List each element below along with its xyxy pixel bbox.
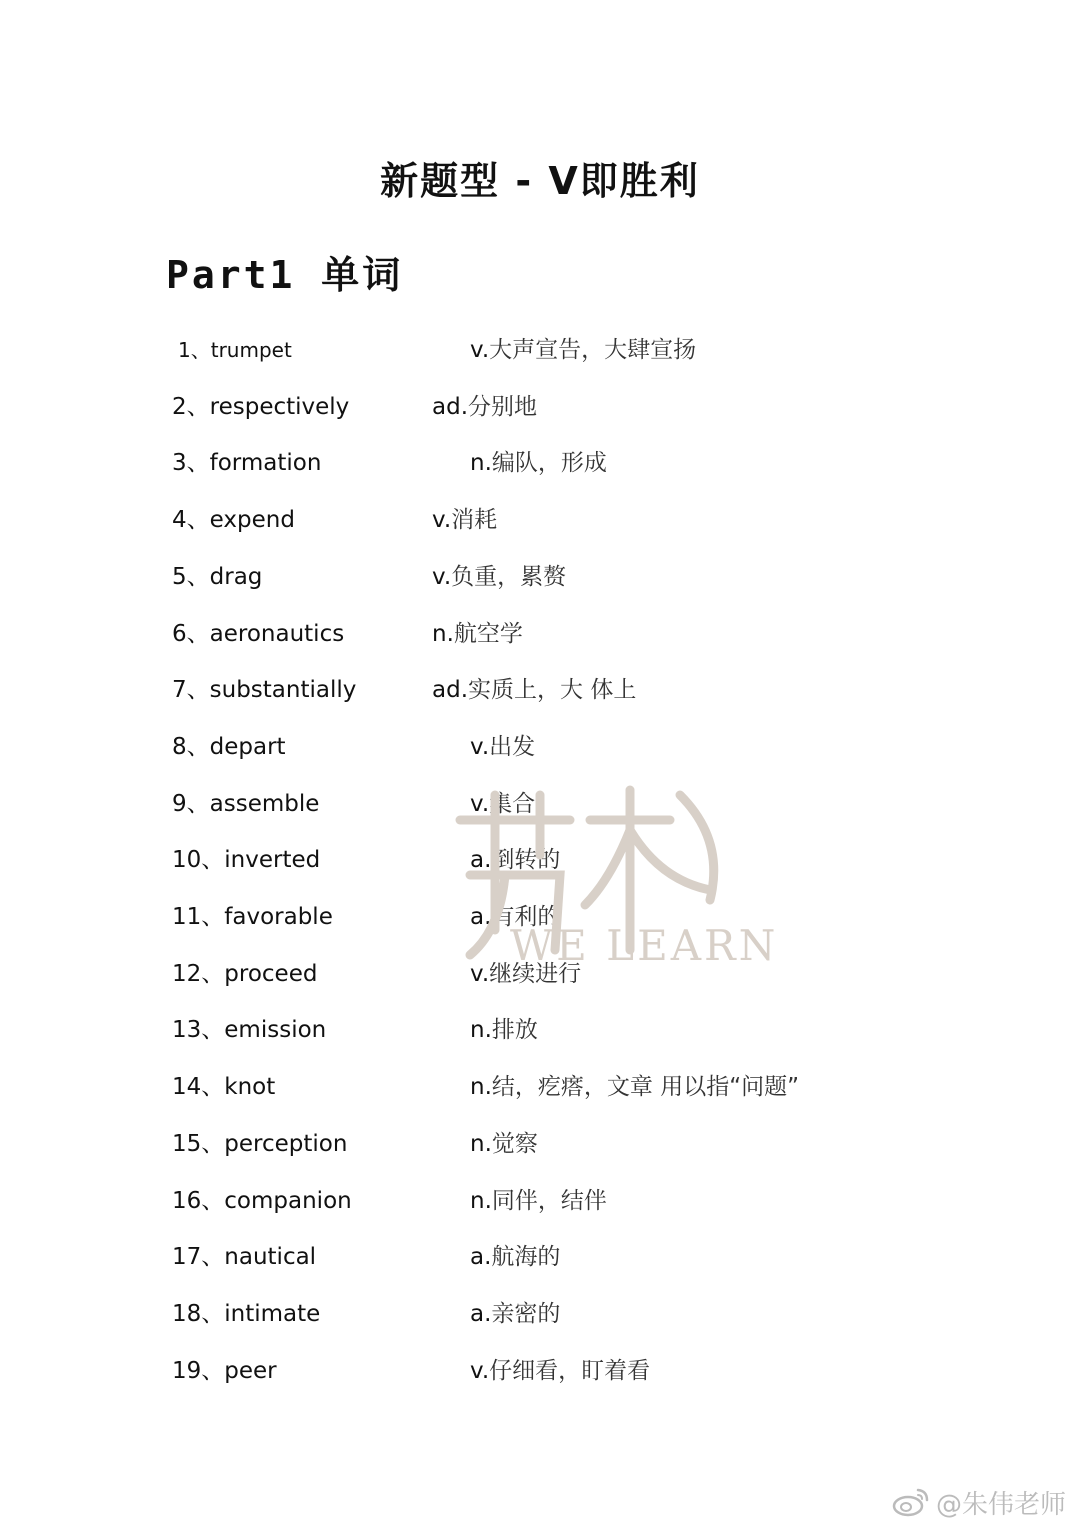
vocab-word <box>172 1237 316 1277</box>
chinese-meaning: 大声宣告，大肆宣扬 <box>489 337 697 363</box>
vocab-term: nautical <box>224 1244 317 1271</box>
vocab-term: depart <box>209 733 286 760</box>
part-of-speech: v. <box>470 790 490 817</box>
vocab-number: 15、 <box>172 1130 225 1157</box>
vocab-term: peer <box>224 1357 277 1384</box>
vocab-number: 12、 <box>172 960 225 987</box>
vocab-definition <box>432 670 636 710</box>
part-of-speech: v. <box>470 960 490 987</box>
part-of-speech: v. <box>432 507 452 534</box>
vocab-term: expend <box>209 507 295 534</box>
part-of-speech: n. <box>470 1187 492 1214</box>
vocab-term: intimate <box>224 1300 321 1327</box>
part-of-speech: v. <box>470 337 490 363</box>
chinese-meaning: 觉察 <box>491 1130 538 1157</box>
vocab-definition <box>470 1010 538 1050</box>
vocab-definition <box>470 784 535 824</box>
vocab-word <box>172 954 317 994</box>
vocab-term: drag <box>209 563 263 590</box>
chinese-meaning: 结，疙瘩，文章 用以指“问题” <box>491 1074 800 1101</box>
part-of-speech: ad. <box>432 393 469 420</box>
vocab-definition <box>470 1237 560 1277</box>
vocab-row <box>0 670 1080 710</box>
vocab-word <box>178 330 292 370</box>
chinese-meaning: 亲密的 <box>491 1300 561 1327</box>
part-of-speech: n. <box>432 620 454 647</box>
vocab-row <box>0 1067 1080 1107</box>
vocab-number: 14、 <box>172 1074 225 1101</box>
vocab-word <box>172 784 319 824</box>
chinese-meaning: 编队，形成 <box>491 450 607 477</box>
vocab-word <box>172 897 333 937</box>
vocab-number: 16、 <box>172 1187 225 1214</box>
vocab-word <box>172 557 262 597</box>
chinese-meaning: 集合 <box>489 790 536 817</box>
vocab-number: 18、 <box>172 1300 225 1327</box>
part-of-speech: v. <box>432 563 452 590</box>
vocab-row <box>0 784 1080 824</box>
part-of-speech: n. <box>470 1130 492 1157</box>
vocab-word <box>172 1067 275 1107</box>
chinese-meaning: 消耗 <box>451 507 498 534</box>
vocab-definition <box>470 1351 650 1391</box>
vocab-definition <box>432 500 497 540</box>
part-of-speech: n. <box>470 1074 492 1101</box>
vocab-row <box>0 1010 1080 1050</box>
chinese-meaning: 航海的 <box>491 1244 561 1271</box>
chinese-meaning: 出发 <box>489 733 536 760</box>
vocab-number: 9、 <box>172 790 210 817</box>
vocab-term: emission <box>224 1017 327 1044</box>
footer-handle: @朱伟老师 <box>935 1489 1066 1520</box>
chinese-meaning: 分别地 <box>468 393 538 420</box>
vocab-number: 6、 <box>172 620 210 647</box>
chinese-meaning: 仔细看，盯着看 <box>489 1357 651 1384</box>
vocab-row <box>0 1124 1080 1164</box>
vocab-term: respectively <box>209 393 350 420</box>
vocab-term: trumpet <box>210 338 292 362</box>
part-of-speech: v. <box>470 1357 490 1384</box>
vocab-row <box>0 500 1080 540</box>
chinese-meaning: 实质上，大 体上 <box>468 677 637 704</box>
vocab-definition <box>470 954 581 994</box>
vocab-row <box>0 897 1080 937</box>
vocab-row <box>0 727 1080 767</box>
vocab-number: 17、 <box>172 1244 225 1271</box>
chinese-meaning: 航空学 <box>453 620 523 647</box>
vocab-row <box>0 443 1080 483</box>
vocab-row <box>0 557 1080 597</box>
vocab-term: knot <box>224 1074 276 1101</box>
vocab-number: 13、 <box>172 1017 225 1044</box>
vocab-term: perception <box>224 1130 348 1157</box>
vocab-row <box>0 614 1080 654</box>
vocab-word <box>172 614 344 654</box>
chinese-meaning: 同伴，结伴 <box>491 1187 607 1214</box>
vocab-word <box>172 1181 352 1221</box>
vocab-word <box>172 387 349 427</box>
chinese-meaning: 继续进行 <box>489 960 582 987</box>
vocab-definition <box>470 897 560 937</box>
vocab-definition <box>470 727 535 767</box>
page-title: 新题型 - V即胜利 <box>380 159 700 203</box>
vocab-definition <box>470 1294 560 1334</box>
vocab-word <box>172 1010 326 1050</box>
vocab-definition <box>470 1181 607 1221</box>
chinese-meaning: 有利的 <box>491 904 561 930</box>
vocab-term: substantially <box>209 677 357 704</box>
part-of-speech: a. <box>470 847 492 874</box>
vocab-definition <box>470 330 696 370</box>
vocab-number: 3、 <box>172 450 210 477</box>
part-of-speech: ad. <box>432 677 469 704</box>
vocab-number: 5、 <box>172 563 210 590</box>
vocab-number: 10、 <box>172 847 225 874</box>
vocab-word <box>172 670 356 710</box>
footer-credit <box>892 1485 1066 1519</box>
vocab-row <box>0 330 1080 370</box>
vocab-number: 1、 <box>178 338 211 362</box>
part-of-speech: n. <box>470 1017 492 1044</box>
vocab-row <box>0 1294 1080 1334</box>
vocab-number: 7、 <box>172 677 210 704</box>
vocab-term: favorable <box>224 904 333 930</box>
vocab-row <box>0 840 1080 880</box>
vocab-word <box>172 500 295 540</box>
vocab-term: formation <box>209 450 322 477</box>
vocab-term: aeronautics <box>209 620 345 647</box>
vocab-row <box>0 954 1080 994</box>
vocab-definition <box>470 840 560 880</box>
vocab-word <box>172 1294 320 1334</box>
vocab-row <box>0 1351 1080 1391</box>
vocab-definition <box>470 1124 538 1164</box>
vocab-word <box>172 443 321 483</box>
vocab-number: 8、 <box>172 733 210 760</box>
section-heading: Part1 单词 <box>166 253 404 297</box>
weibo-icon <box>892 1487 930 1517</box>
vocab-word <box>172 1124 347 1164</box>
vocab-definition <box>432 557 566 597</box>
vocab-row <box>0 1181 1080 1221</box>
part-of-speech: a. <box>470 1300 492 1327</box>
vocab-definition <box>470 1067 799 1107</box>
vocab-word <box>172 727 286 767</box>
vocab-number: 4、 <box>172 507 210 534</box>
part-of-speech: a. <box>470 1244 492 1271</box>
vocab-definition <box>470 443 607 483</box>
watermark-text: WE LEARN <box>510 921 779 970</box>
vocab-number: 2、 <box>172 393 210 420</box>
chinese-meaning: 排放 <box>491 1017 538 1044</box>
vocab-word <box>172 1351 277 1391</box>
vocab-term: inverted <box>224 847 321 874</box>
vocab-term: assemble <box>209 790 320 817</box>
vocab-word <box>172 840 320 880</box>
vocab-term: proceed <box>224 960 318 987</box>
vocab-number: 11、 <box>172 904 225 930</box>
part-of-speech: v. <box>470 733 490 760</box>
vocab-row <box>0 1237 1080 1277</box>
part-of-speech: a. <box>470 904 492 930</box>
vocab-definition <box>432 614 523 654</box>
vocab-definition <box>432 387 537 427</box>
vocab-number: 19、 <box>172 1357 225 1384</box>
vocab-term: companion <box>224 1187 352 1214</box>
part-of-speech: n. <box>470 450 492 477</box>
chinese-meaning: 负重，累赘 <box>451 563 567 590</box>
chinese-meaning: 倒转的 <box>491 847 561 874</box>
vocab-row <box>0 387 1080 427</box>
